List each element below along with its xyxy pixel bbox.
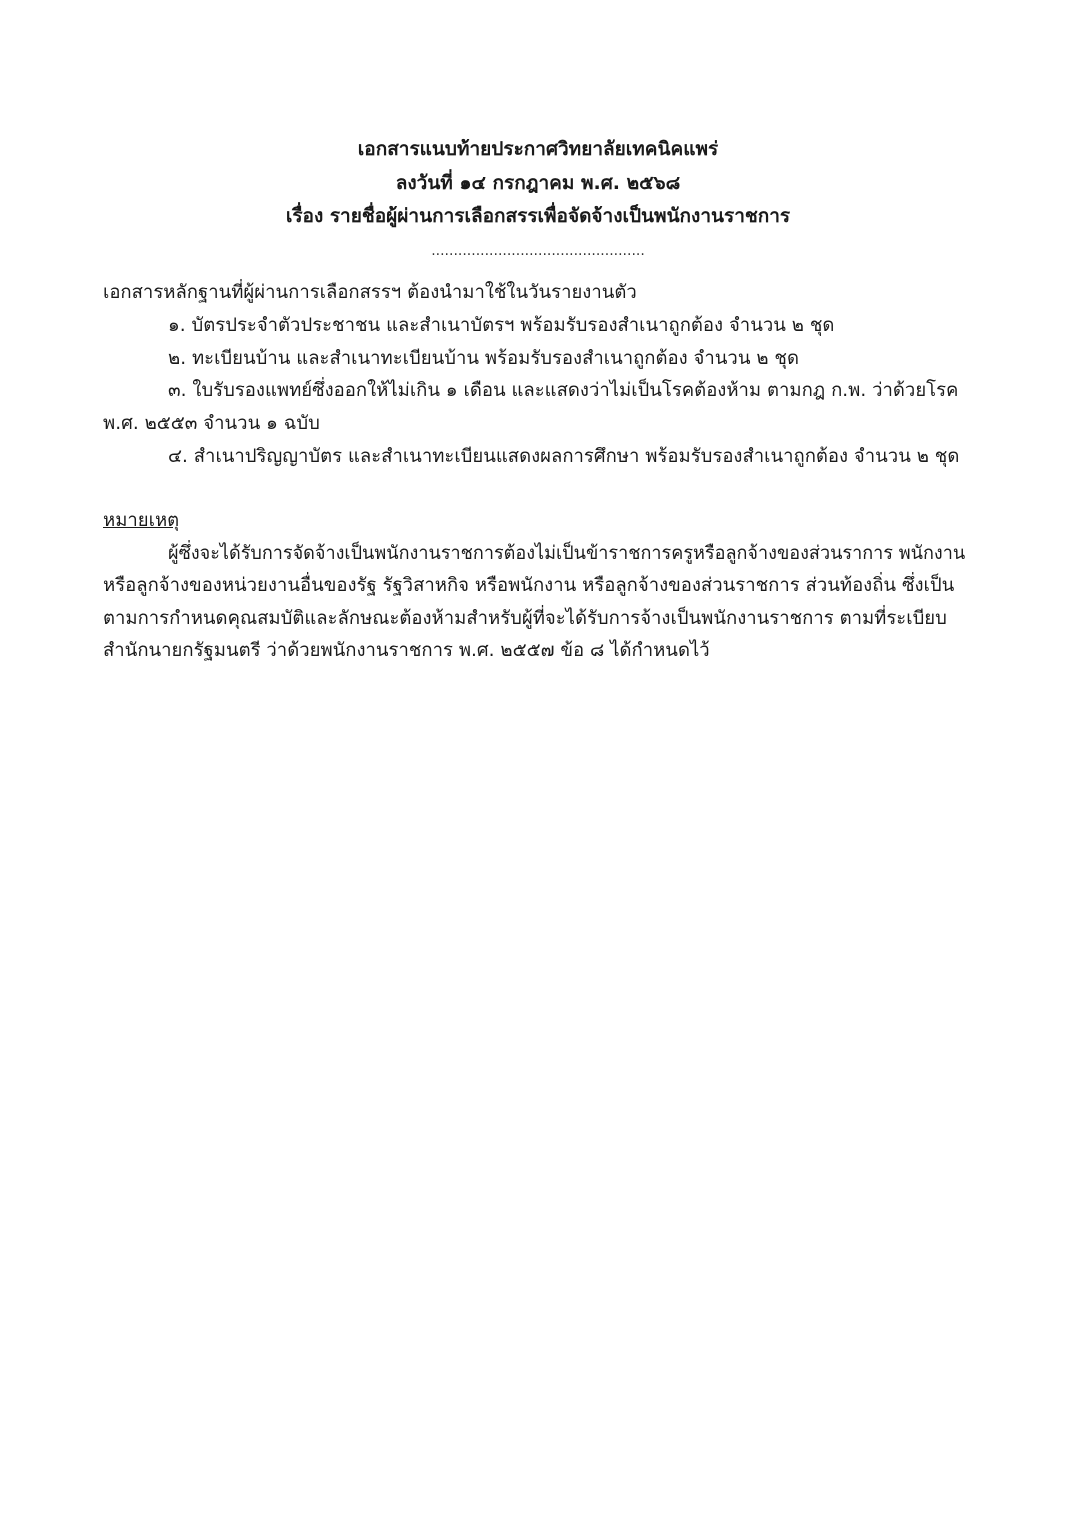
document-item-3: ๓. ใบรับรองแพทย์ซึ่งออกให้ไม่เกิน ๑ เดือน และแสดงว่าไม่เป็นโรคต้องห้าม ตามกฎ ก.พ. ว่าด้วยโรค: [168, 380, 959, 401]
separator-dots: ................................................: [431, 243, 645, 259]
document-item-2: ๒. ทะเบียนบ้าน และสำเนาทะเบียนบ้าน พร้อมรับรองสำเนาถูกต้อง จำนวน ๒ ชุด: [168, 348, 799, 369]
header-title: เอกสารแนบท้ายประกาศวิทยาลัยเทคนิคแพร่: [357, 138, 719, 160]
document-item-1: ๑. บัตรประจำตัวประชาชน และสำเนาบัตรฯ พร้อมรับรองสำเนาถูกต้อง จำนวน ๒ ชุด: [168, 315, 835, 336]
remark-line-1: ผู้ซึ่งจะได้รับการจัดจ้างเป็นพนักงานราชการต้องไม่เป็นข้าราชการครูหรือลูกจ้างของส่วนราการ พนักงาน: [168, 543, 966, 564]
document-item-4: ๔. สำเนาปริญญาบัตร และสำเนาทะเบียนแสดงผลการศึกษา พร้อมรับรองสำเนาถูกต้อง จำนวน ๒ ชุด: [168, 446, 960, 467]
remark-heading: หมายเหตุ: [103, 510, 180, 531]
remark-line-3: ตามการกำหนดคุณสมบัติและลักษณะต้องห้ามสำหรับผู้ที่จะได้รับการจ้างเป็นพนักงานราชการ ตามที่ระเบียบ: [103, 608, 947, 629]
document-item-3-continued: พ.ศ. ๒๕๕๓ จำนวน ๑ ฉบับ: [103, 413, 320, 434]
documents-intro: เอกสารหลักฐานที่ผู้ผ่านการเลือกสรรฯ ต้องนำมาใช้ในวันรายงานตัว: [103, 282, 637, 303]
remark-line-2: หรือลูกจ้างของหน่วยงานอื่นของรัฐ รัฐวิสาหกิจ หรือพนักงาน หรือลูกจ้างของส่วนราชการ ส่วนท้องถิ่น ซึ่งเป็น: [103, 575, 955, 596]
remark-line-4: สำนักนายกรัฐมนตรี ว่าด้วยพนักงานราชการ พ.ศ. ๒๕๕๗ ข้อ ๘ ได้กำหนดไว้: [103, 640, 710, 661]
header-subject: เรื่อง รายชื่อผู้ผ่านการเลือกสรรเพื่อจัดจ้างเป็นพนักงานราชการ: [285, 205, 791, 227]
header-date: ลงวันที่ ๑๔ กรกฎาคม พ.ศ. ๒๕๖๘: [395, 172, 681, 194]
